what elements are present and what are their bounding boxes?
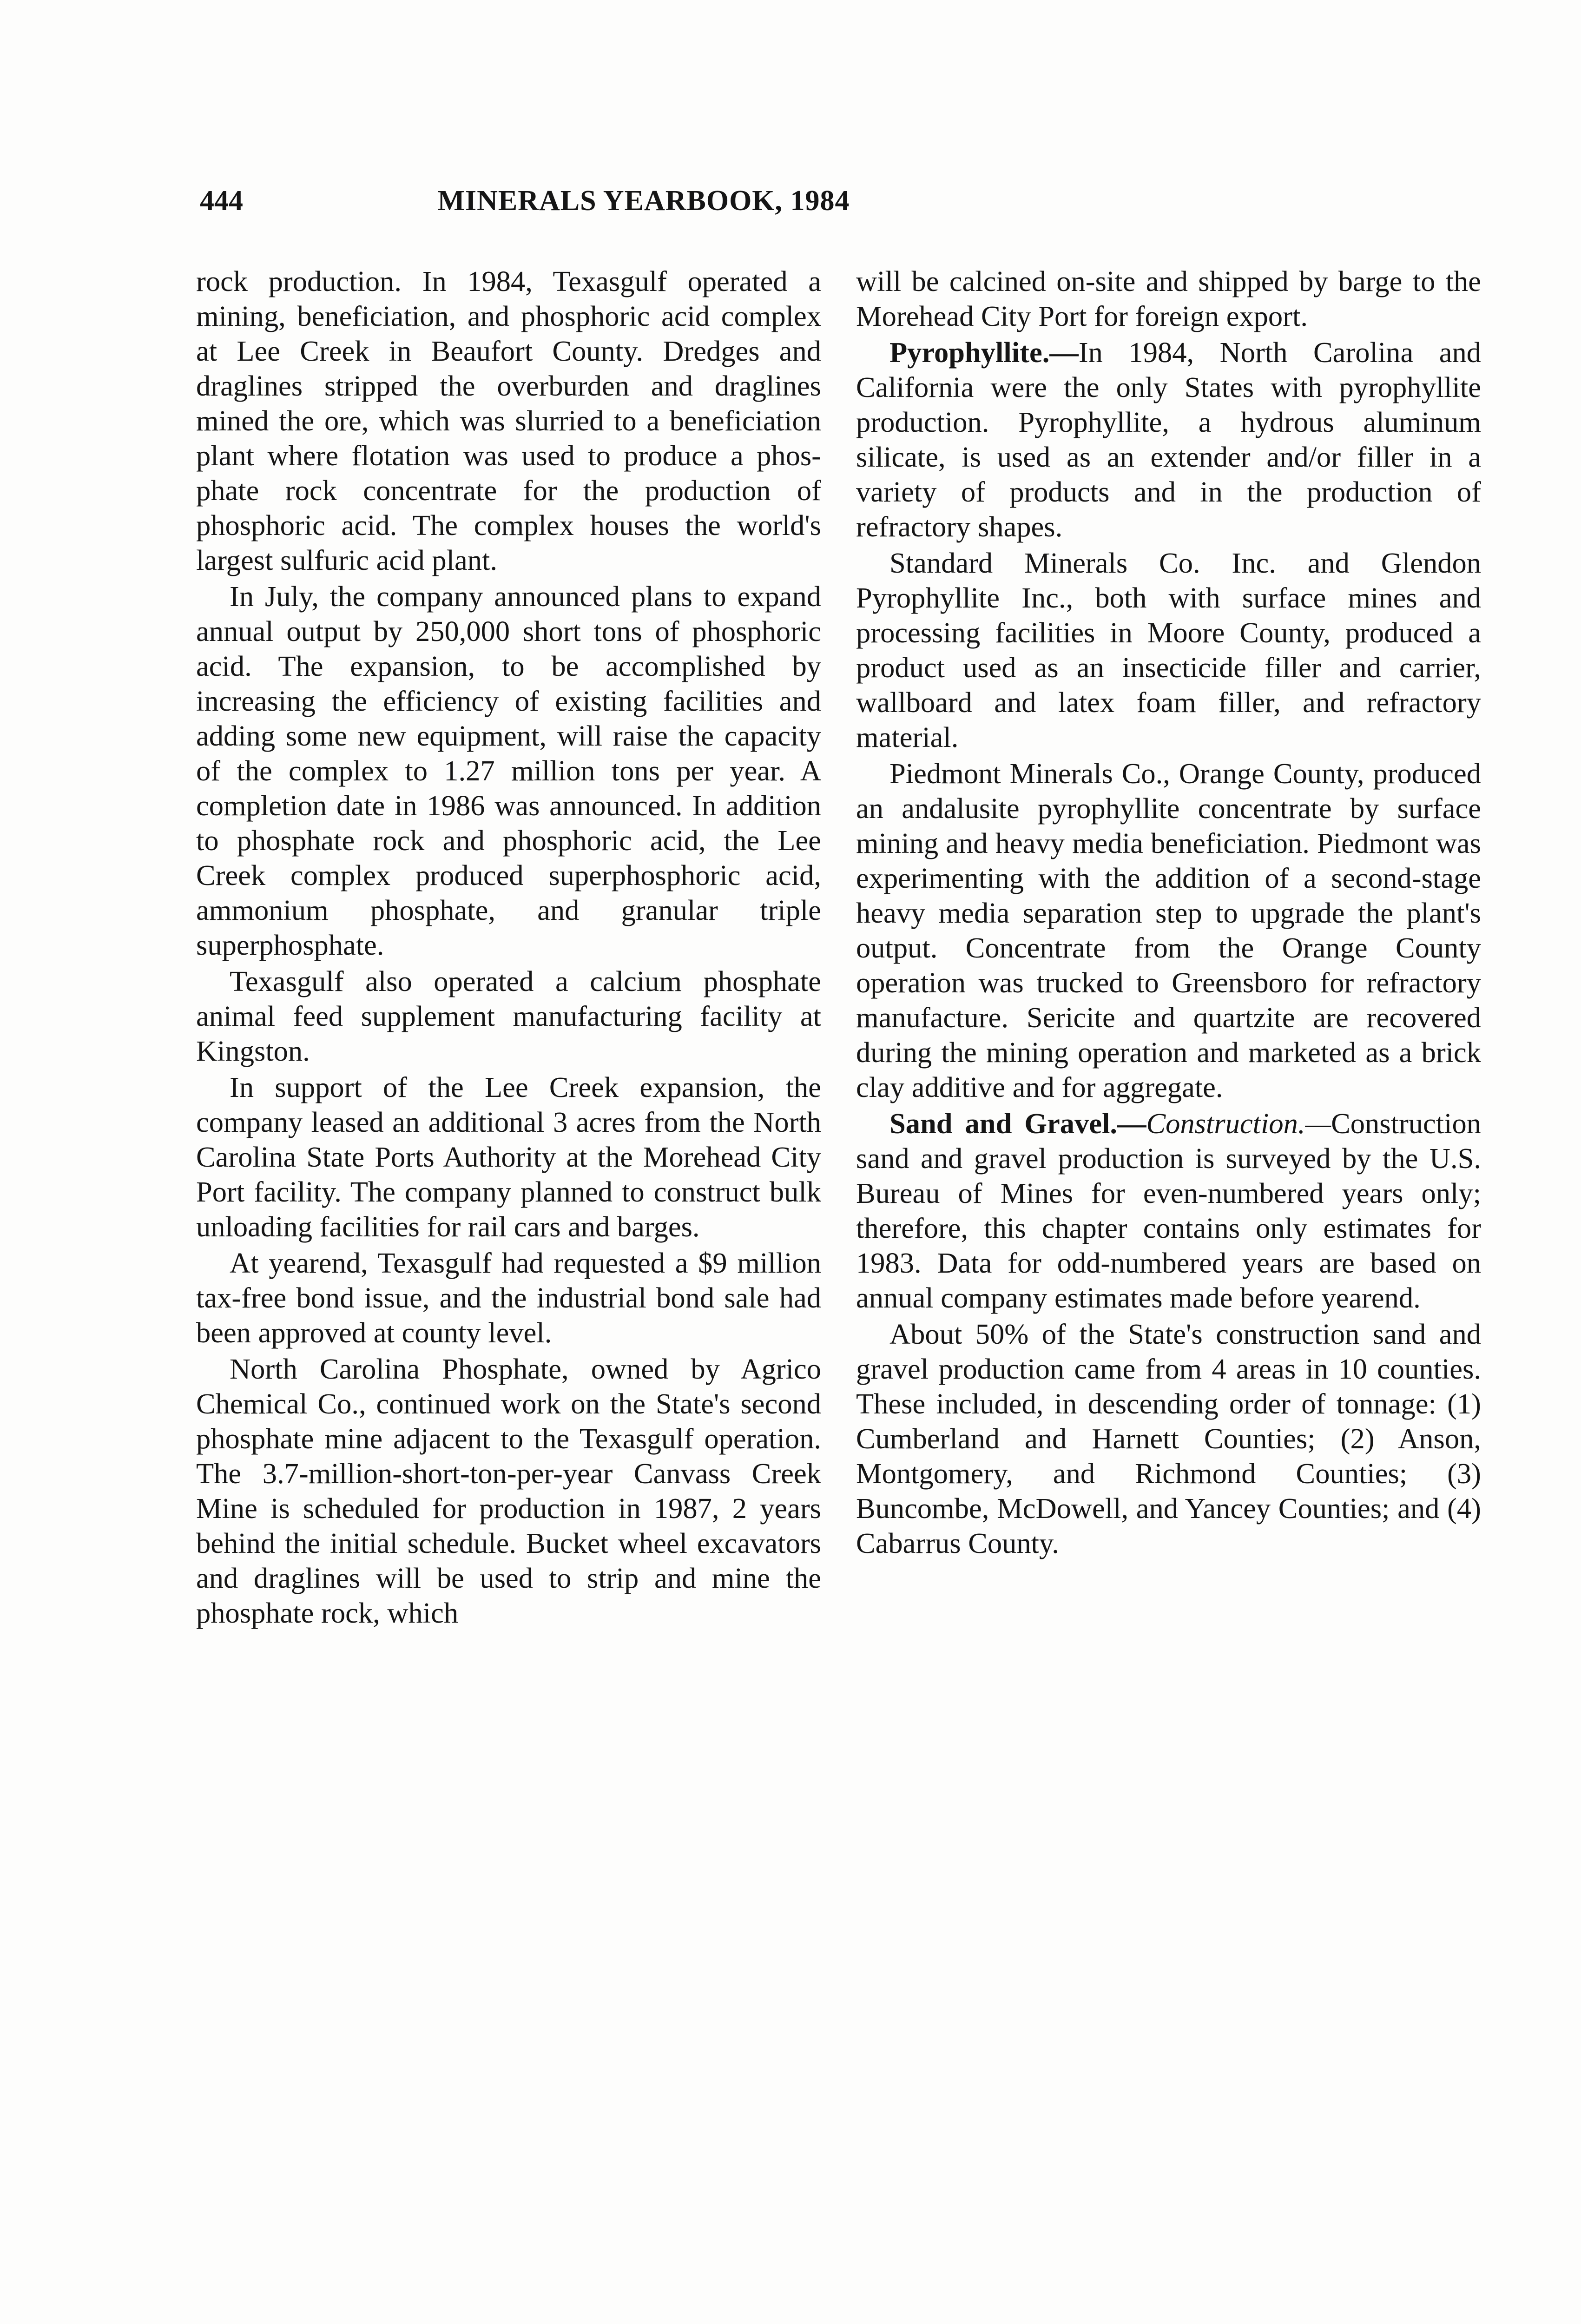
paragraph-expansion-plans: In July, the company announced plans to expand annual output by 250,000 short tons of phosphoric acid. The expansion, to be accomplished by increasing the efficiency of existing facilities and adding some new equipment, will raise the capacity of the complex to 1.27 million tons per year. A completion date in 1986 was announced. In addition to phosphate rock and phosphoric acid, the Lee Creek complex produced superphosphoric acid, ammonium phosphate, and granular triple superphosphate. — [196, 580, 821, 961]
paragraph-standard-minerals: Standard Minerals Co. Inc. and Glendon Pyrophyllite Inc., both with surface mines and processing facilities in Moore County, produced a product used as an insecticide filler and carrier, wallboard and latex foam filler, and refractory material. — [856, 547, 1481, 753]
paragraph-construction-areas: About 50% of the State's construction sand and gravel production came from 4 areas in 10 counties. These included, in descending order of tonnage: (1) Cumberland and Harnett Counties; (2) Anson, Montgomery, and Richmond Counties; (3) Buncombe, McDowell, and Yancey Counties; and (4) Cabarrus County. — [856, 1318, 1481, 1559]
running-head — [200, 182, 1087, 219]
paragraph-piedmont-minerals: Piedmont Minerals Co., Orange County, produced an andalusite pyrophyllite concentrate by surface mining and heavy media beneficiation. Piedmont was experimenting with the addition of a second-stage heavy media separation step to upgrade the plant's output. Concentrate from the Orange County operation was trucked to Greensboro for refractory manufacture. Sericite and quartzite are recovered during the mining operation and marketed as a brick clay additive and for aggregate. — [856, 757, 1481, 1103]
section-sand-and-gravel — [856, 1106, 1481, 1315]
sand-gravel-text: Construction sand and gravel production is surveyed by the U.S. Bureau of Mines for even-numbered years only; therefore, this chapter contains only estimates for 1983. Data for odd-numbered years are based on annual company estimates made before yearend. — [856, 1107, 1481, 1314]
publication-title: MINERALS YEARBOOK, 1984 — [437, 185, 850, 217]
right-column — [856, 264, 1481, 1562]
left-column — [196, 264, 821, 1632]
pyrophyllite-heading: Pyrophyllite.— — [889, 336, 1079, 369]
page-number: 444 — [200, 185, 243, 217]
paragraph-kingston-facility: Texasgulf also operated a calcium phosphate animal feed supplement manufacturing facility at Kingston. — [196, 965, 821, 1067]
sand-gravel-heading: Sand and Gravel.— — [889, 1107, 1146, 1140]
paragraph-bond-issue: At yearend, Texasgulf had requested a $9 million tax-free bond issue, and the industrial bond sale had been approved at county level. — [196, 1247, 821, 1349]
pyrophyllite-text: In 1984, North Carolina and California were the only States with pyrophyllite production. Pyrophyllite, a hydrous aluminum silicate, is used as an extender and/or filler in a variety of products and in the production of refractory shapes. — [856, 336, 1481, 543]
paragraph-morehead-lease: In support of the Lee Creek expansion, the company leased an additional 3 acres from the North Carolina State Ports Authority at the Morehead City Port facility. The company planned to construct bulk unloading facilities for rail cars and barges. — [196, 1071, 821, 1243]
paragraph-north-carolina-phosphate: North Carolina Phosphate, owned by Agrico Chemical Co., continued work on the State's second phosphate mine adjacent to the Texasgulf operation. The 3.7-million-short-ton-per-year Canvass Creek Mine is scheduled for production in 1987, 2 years behind the initial schedule. Bucket wheel excavators and draglines will be used to strip and mine the phosphate rock, which — [196, 1353, 821, 1629]
paragraph-lee-creek-complex: rock production. In 1984, Texasgulf operated a mining, beneficiation, and phosphoric acid complex at Lee Creek in Beaufort County. Dredges and draglines stripped the overburden and draglines mined the ore, which was slurried to a beneficiation plant where flotation was used to produce a phosphate rock concentrate for the production of phosphoric acid. The complex houses the world's largest sulfuric acid plant. — [196, 265, 821, 576]
construction-subheading: Construction.— — [1146, 1107, 1331, 1140]
paragraph-calcined-export: will be calcined on-site and shipped by barge to the Morehead City Port for foreign export. — [856, 265, 1481, 332]
section-pyrophyllite — [856, 335, 1481, 544]
